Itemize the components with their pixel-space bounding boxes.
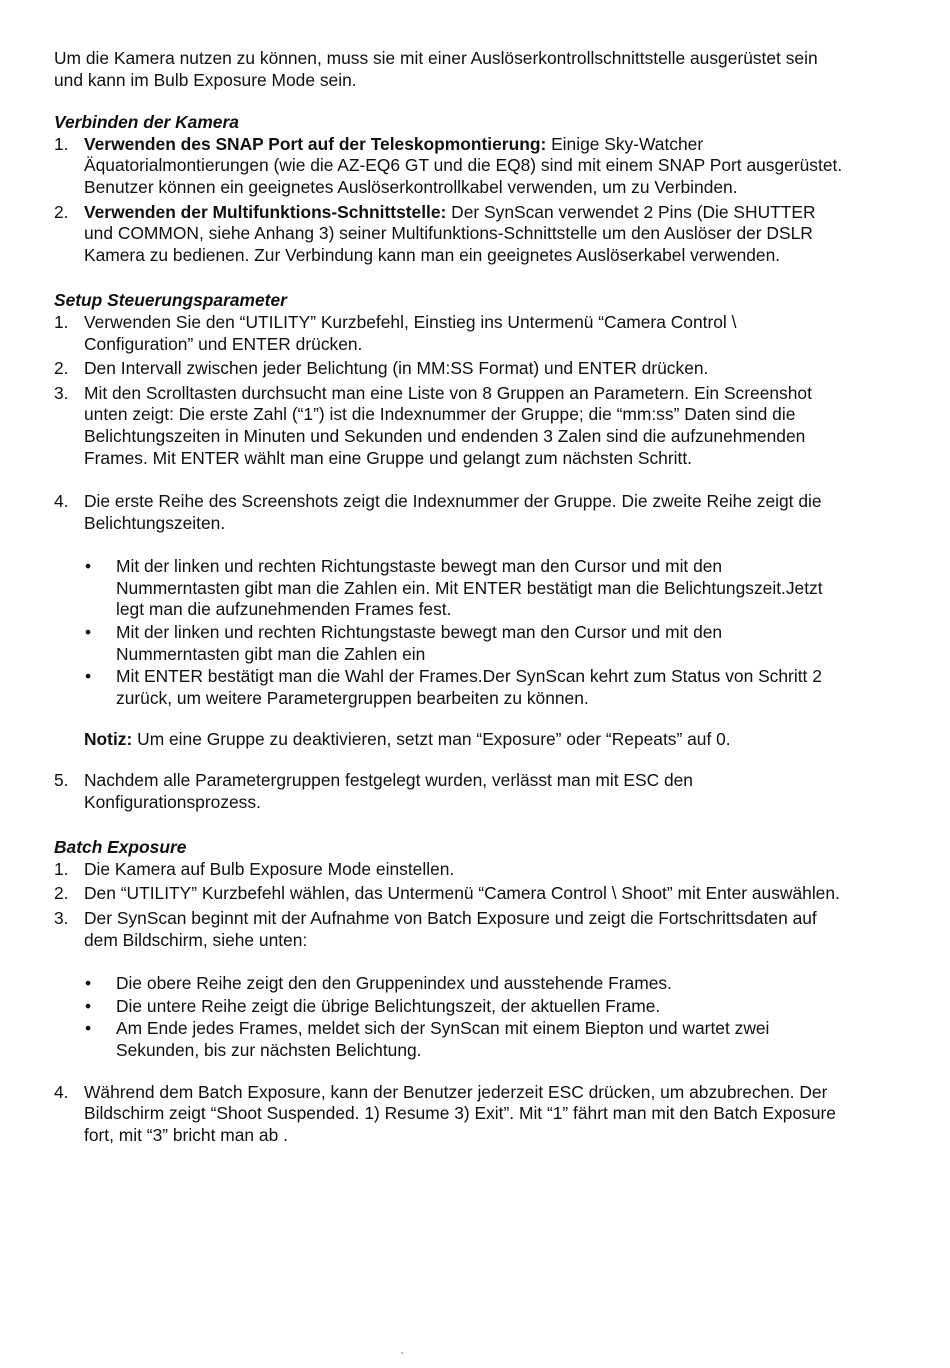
list-number: 5. [54,770,69,791]
setup-list [54,312,844,469]
list-item [54,859,844,881]
batch-list-final [54,1082,844,1147]
batch-list [54,859,844,951]
list-item [54,383,844,469]
connect-list [54,134,844,267]
note-paragraph [54,729,844,751]
list-item-text: Einige Sky-Watcher Äquatorialmontierungen (wie die AZ-EQ6 GT und die EQ8) sind mit einem SNAP Port ausgerüstet. Benutzer können ein geeignetes Auslöserkontrollkabel verwenden, um zu Verbinden. [84,133,843,197]
list-number: 4. [54,491,69,512]
list-item-bold: Verwenden der Multifunktions-Schnittstelle: [84,201,447,222]
list-number: 2. [54,883,69,904]
list-item-text: Den Intervall zwischen jeder Belichtung (in MM:SS Format) und ENTER drücken. [84,358,709,379]
bullet-icon: • [85,556,92,577]
bullet-icon: • [85,1018,92,1039]
list-item [54,770,844,813]
list-number: 1. [54,311,69,332]
bullet-item [54,1018,844,1061]
bullet-item [54,666,844,709]
list-item-text: Mit den Scrolltasten durchsucht man eine Liste von 8 Gruppen an Parametern. Ein Screenshot unten zeigt: Die erste Zahl (“1”) ist die Indexnummer der Gruppe; die “mm:ss” Daten sind die Belichtungszeiten in Minuten und Sekunden und endenden 3 Zalen sind die aufzunehmenden Frames. Mit ENTER wählt man eine Gruppe und gelangt zum nächsten Schritt. [84,382,812,468]
bullet-item [54,556,844,621]
list-item-text: Verwenden Sie den “UTILITY” Kurzbefehl, Einstieg ins Untermenü “Camera Control \ Configuration” und ENTER drücken. [84,311,737,354]
list-item-text: Den “UTILITY” Kurzbefehl wählen, das Untermenü “Camera Control \ Shoot” mit Enter auswählen. [84,883,840,904]
list-item-text: Während dem Batch Exposure, kann der Benutzer jederzeit ESC drücken, um abzubrechen. Der Bildschirm zeigt “Shoot Suspended. 1) Resume 3) Exit”. Mit “1” fährt man mit den Batch Exposure fort, mit “3” bricht man ab . [84,1081,836,1145]
setup-list-continued [54,491,844,534]
bullet-text: Mit der linken und rechten Richtungstaste bewegt man den Cursor und mit den Nummerntasten gibt man die Zahlen ein. Mit ENTER bestätigt man die Belichtungszeit.Jetzt legt man die aufzunehmenden Frames fest. [116,556,823,620]
bullet-item [54,996,844,1018]
list-number: 3. [54,908,69,928]
list-item [54,908,844,951]
bullet-icon: • [85,995,92,1016]
bullet-text: Mit der linken und rechten Richtungstaste bewegt man den Cursor und mit den Nummerntasten gibt man die Zahlen ein [116,622,723,664]
bullet-item [54,973,844,995]
list-number: 2. [54,358,69,379]
bullet-item [54,622,844,665]
page-footer-mark [401,1352,403,1354]
document-page [54,48,844,1149]
list-number: 1. [54,133,69,154]
bullet-text: Die untere Reihe zeigt die übrige Belichtungszeit, der aktuellen Frame. [116,995,661,1016]
batch-bullet-list [54,973,844,1061]
list-item [54,491,844,534]
list-number: 1. [54,858,69,879]
list-number: 4. [54,1081,69,1102]
setup-bullet-list [54,556,844,709]
section-heading-batch: Batch Exposure [54,837,187,858]
section-heading-setup: Setup Steuerungsparameter [54,290,287,311]
bullet-icon: • [85,973,92,994]
note-label: Notiz: [84,729,133,750]
list-item-text: Die erste Reihe des Screenshots zeigt die Indexnummer der Gruppe. Die zweite Reihe zeigt die Belichtungszeiten. [84,491,822,533]
list-item [54,134,844,199]
section-heading-connect: Verbinden der Kamera [54,112,239,133]
list-number: 2. [54,201,69,222]
list-number: 3. [54,382,69,403]
note-text: Um eine Gruppe zu deaktivieren, setzt man “Exposure” oder “Repeats” auf 0. [132,729,731,750]
list-item-text: Die Kamera auf Bulb Exposure Mode einstellen. [84,858,455,879]
list-item [54,1082,844,1147]
setup-list-final [54,770,844,813]
bullet-text: Mit ENTER bestätigt man die Wahl der Frames.Der SynScan kehrt zum Status von Schritt 2 zurück, um weitere Parametergruppen bearbeiten zu können. [116,666,822,708]
list-item [54,202,844,267]
list-item [54,358,844,380]
bullet-text: Am Ende jedes Frames, meldet sich der SynScan mit einem Biepton und wartet zwei Sekunden, bis zur nächsten Belichtung. [116,1018,770,1060]
list-item-bold: Verwenden des SNAP Port auf der Teleskopmontierung: [84,133,547,154]
list-item [54,883,844,905]
list-item-text: Nachdem alle Parametergruppen festgelegt wurden, verlässt man mit ESC den Konfigurationsprozess. [84,770,693,812]
list-item [54,312,844,355]
bullet-text: Die obere Reihe zeigt den den Gruppenindex und ausstehende Frames. [116,973,672,994]
bullet-icon: • [85,666,92,687]
list-item-text: Der SynScan verwendet 2 Pins (Die SHUTTER und COMMON, siehe Anhang 3) seiner Multifunktions-Schnittstelle um den Auslöser der DSLR Kamera zu bedienen. Zur Verbindung kann man ein geeignetes Auslöserkabel verwenden. [84,201,816,265]
bullet-icon: • [85,622,92,643]
list-item-text: Der SynScan beginnt mit der Aufnahme von Batch Exposure und zeigt die Fortschrittsdaten auf dem Bildschirm, siehe unten: [84,908,817,950]
intro-paragraph: Um die Kamera nutzen zu können, muss sie mit einer Auslöserkontrollschnittstelle ausgerüstet sein und kann im Bulb Exposure Mode sein. [54,48,818,90]
